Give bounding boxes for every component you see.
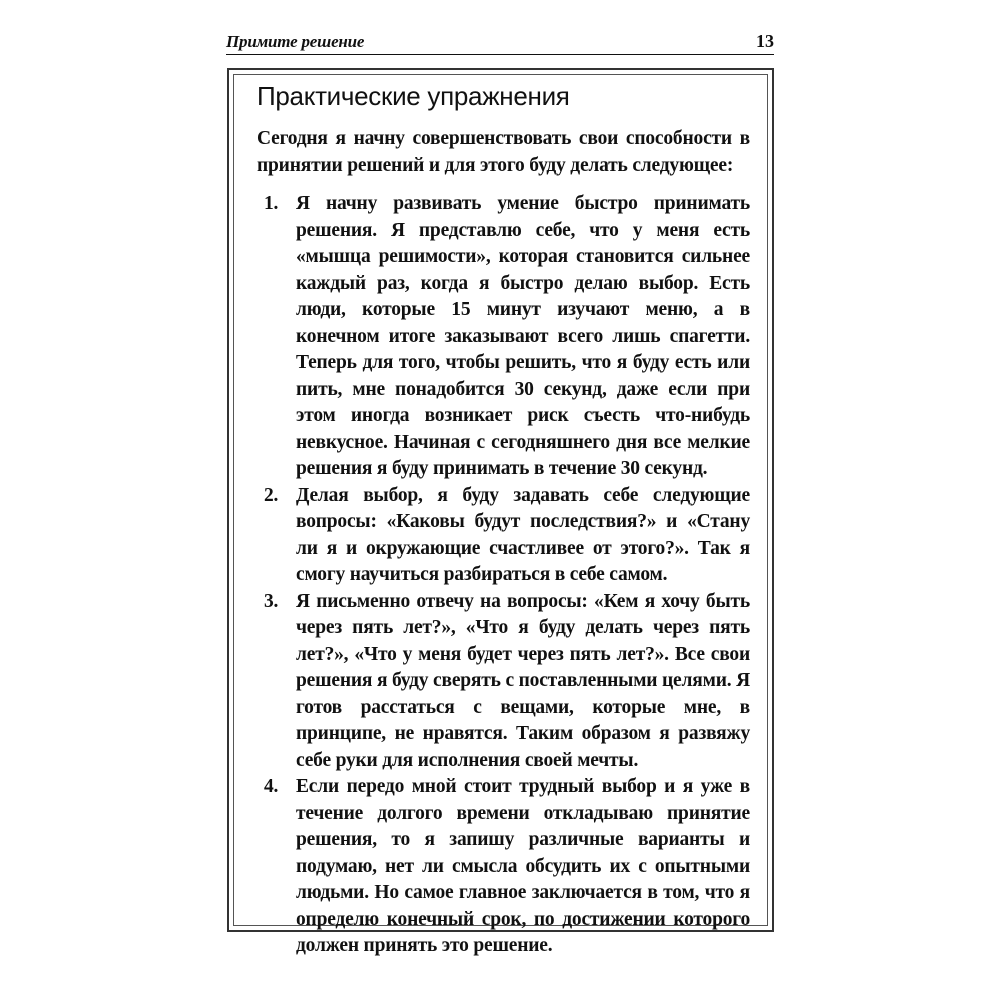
item-text: Делая выбор, я буду задавать себе следующие вопросы: «Каковы будут последствия?» и «Стану ли я и окружающие счастливее от этого?». Так я смогу научиться разбираться в себе самом.: [296, 484, 750, 585]
exercise-list: [257, 191, 750, 960]
item-number: 3.: [264, 590, 279, 612]
exercise-item-2: [257, 483, 750, 589]
exercise-item-1: [257, 191, 750, 483]
item-number: 2.: [264, 484, 279, 506]
exercise-item-4: [257, 774, 750, 960]
running-title: Примите решение: [226, 32, 365, 51]
running-header: [226, 30, 774, 55]
item-text: Я письменно отвечу на вопросы: «Кем я хочу быть через пять лет?», «Что я буду делать через пять лет?», «Что у меня будет через пять лет?». Все свои решения я буду сверять с поставленными целями. Я готов расстаться с вещами, которые мне, в принципе, не нравятся. Таким образом я развяжу себе руки для исполнения своей мечты.: [296, 590, 750, 771]
item-text: Если передо мной стоит трудный выбор и я уже в течение долгого времени откладываю принятие решения, то я запишу различные варианты и подумаю, нет ли смысла обсудить их с опытными людьми. Но самое главное заключается в том, что я определю конечный срок, по достижении которого должен принять это решение.: [296, 776, 750, 956]
page-number: 13: [756, 31, 774, 51]
item-number: 4.: [264, 776, 279, 797]
intro-paragraph: Сегодня я начну совершенствовать свои способности в принятии решений и для этого буду делать следующее:: [257, 128, 750, 176]
item-number: 1.: [264, 193, 279, 214]
exercise-item-3: [257, 589, 750, 775]
exercise-box: [257, 78, 750, 960]
item-text: Я начну развивать умение быстро принимать решения. Я представлю себе, что у меня есть «мышца решимости», которая становится сильнее каждый раз, когда я быстро делаю выбор. Есть люди, которые 15 минут изучают меню, а в конечном итоге заказывают всего лишь спагетти. Теперь для того, чтобы решить, что я буду есть или пить, мне понадобится 30 секунд, даже если при этом иногда возникает риск съесть что-нибудь невкусное. Начиная с сегодняшнего дня все мелкие решения я буду принимать в течение 30 секунд.: [296, 193, 750, 479]
section-heading: Практические упражнения: [257, 81, 570, 111]
